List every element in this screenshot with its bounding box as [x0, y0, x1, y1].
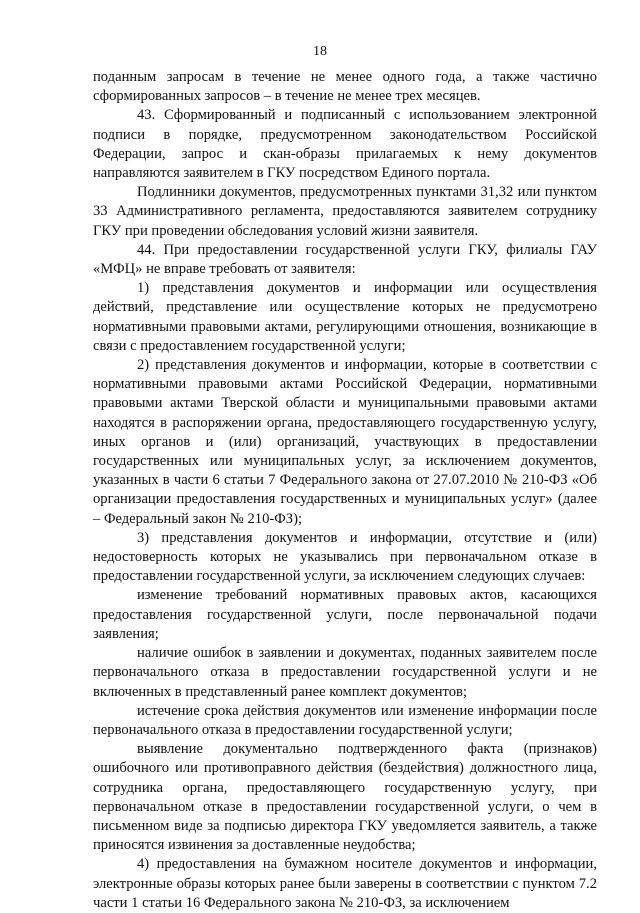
list-item-3: 3) представления документов и информации, отсутствие и (или) недостоверность которых не указывались при первоначальном отказе в предоставлении государственной услуги, за исключением следующих случаев:: [93, 529, 597, 585]
paragraph-originals: Подлинники документов, предусмотренных пунктами 31,32 или пунктом 33 Административного регламента, предоставляются заявителем сотруднику ГКУ при проведении обследования условий жизни заявителя.: [93, 184, 597, 239]
document-body: [93, 68, 597, 913]
sub-item-expiration: истечение срока действия документов или изменение информации после первоначального отказа в предоставлении государственной услуги;: [93, 702, 597, 738]
paragraph-continuation: поданным запросам в течение не менее одного года, а также частично сформированных запросов – в течение не менее трех месяцев.: [93, 69, 597, 105]
list-item-2: 2) представления документов и информации, которые в соответствии с нормативными правовыми актами Российской Федерации, нормативными правовыми актами Тверской области и муниципальными правовыми актами находятся в распоряжении органа, предоставляющего государственную услугу, иных органов и (или) организаций, участвующих в предоставлении государственных или муниципальных услуг, за исключением документов, указанных в части 6 статьи 7 Федерального закона от 27.07.2010 № 210-ФЗ «Об организации предоставления государственных и муниципальных услуг» (далее – Федеральный закон № 210-ФЗ);: [93, 357, 597, 527]
page-number: 18: [313, 44, 327, 59]
sub-item-requirements-change: изменение требований нормативных правовых актов, касающихся предоставления государственной услуги, после первоначальной подачи заявления;: [93, 587, 597, 642]
paragraph-43: 43. Сформированный и подписанный с использованием электронной подписи в порядке, предусмотренном законодательством Российской Федерации, запрос и скан-образы прилагаемых к нему документов направляются заявителем в ГКУ посредством Единого портала.: [93, 107, 597, 182]
paragraph-44: 44. При предоставлении государственной услуги ГКУ, филиалы ГАУ «МФЦ» не вправе требовать от заявителя:: [93, 241, 597, 278]
list-item-4: 4) предоставления на бумажном носителе документов и информации, электронные образы которых ранее были заверены в соответствии с пунктом 7.2 части 1 статьи 16 Федерального закона № 210-ФЗ, за исключением: [93, 856, 597, 911]
sub-item-violation: выявление документально подтвержденного факта (признаков) ошибочного или противоправного действия (бездействия) должностного лица, сотрудника органа, предоставляющего государственную услугу, при первоначальном отказе в предоставлении государственной услуги, о чем в письменном виде за подписью директора ГКУ уведомляется заявитель, а также приносятся извинения за доставленные неудобства;: [93, 741, 597, 854]
sub-item-errors: наличие ошибок в заявлении и документах, поданных заявителем после первоначального отказа в предоставлении государственной услуги и не включенных в представленный ранее комплект документов;: [93, 645, 597, 700]
list-item-1: 1) представления документов и информации или осуществления действий, представление или осуществление которых не предусмотрено нормативными правовыми актами, регулирующими отношения, возникающие в связи с предоставлением государственной услуги;: [93, 280, 597, 354]
